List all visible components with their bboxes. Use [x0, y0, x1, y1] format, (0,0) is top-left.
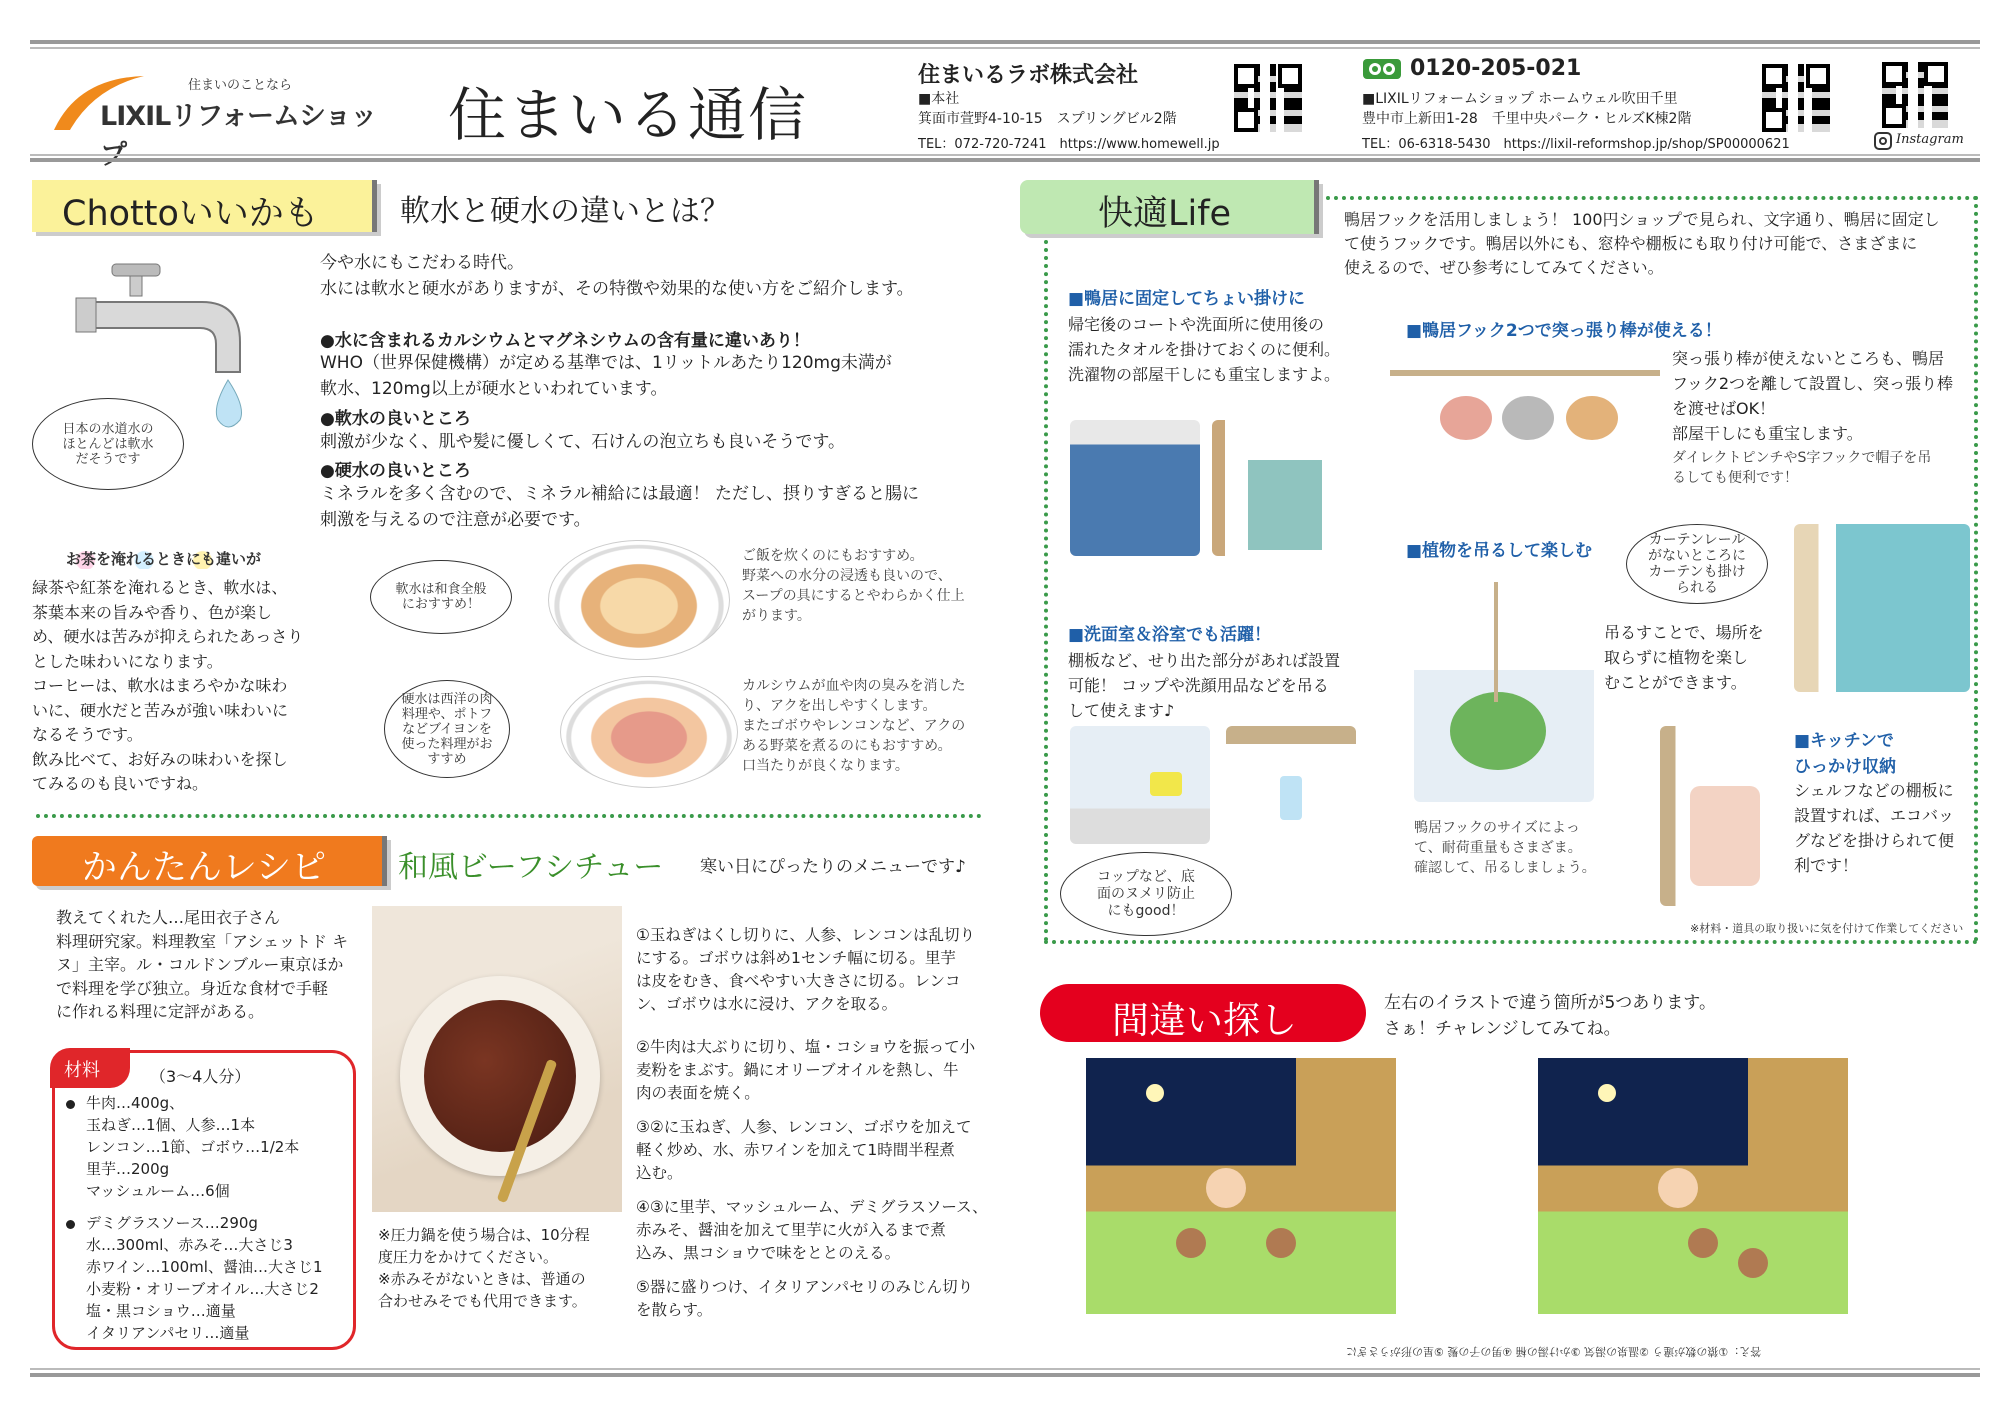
- chotto-label-text: Chottoいいかも: [62, 194, 319, 234]
- recipe-subtitle: 寒い日にぴったりのメニューです♪: [700, 857, 966, 877]
- kitchen-illustration: [1660, 726, 1790, 906]
- bullet-icon: [66, 1100, 75, 1109]
- recipe-step-2: ②牛肉は大ぶりに切り、塩・コショウを振って小 麦粉をまぶす。鍋にオリーブオイルを熱し、牛 肉の表面を焼く。: [636, 1038, 976, 1102]
- recipe-step-4: ④③に里芋、マッシュルーム、デミグラスソース、 赤みそ、醤油を加えて里芋に火が入るまで煮 込み、黒コショウで味をととのえる。: [636, 1198, 988, 1262]
- tension-rod-hats-illustration: [1390, 352, 1660, 468]
- chotto-label: [32, 180, 377, 232]
- freedial-icon: [1362, 58, 1402, 80]
- onsen-illustration-right: [1538, 1058, 1848, 1314]
- kaiteki-border-right: [1974, 196, 1978, 942]
- s4-text: 棚板など、せり出た部分があれば設置 可能！ コップや洗顔用品などを吊る して使えます♪: [1068, 651, 1341, 720]
- kaiteki-border-bottom: [1044, 940, 1978, 944]
- logo-text: LIXILリフォームショッ: [100, 101, 377, 132]
- footer-rule-thin: [30, 1368, 1980, 1370]
- ingredients-list-1: 牛肉…400g、 玉ねぎ…1個、人参…1本 レンコン…1節、ゴボウ…1/2本 里芋…200g マッシュルーム…6個: [86, 1094, 300, 1200]
- recipe-step-3: ③②に玉ねぎ、人参、レンコン、ゴボウを加えて 軽く炒め、水、赤ワインを加えて1時間半程煮 込む。: [636, 1118, 972, 1182]
- s1-text: 帰宅後のコートや洗面所に使用後の 濡れたタオルを掛けておくのに便利。 洗濯物の部屋干しにも重宝しますよ。: [1068, 315, 1341, 384]
- s4-title: ■洗面室＆浴室でも活躍！: [1068, 625, 1272, 645]
- servings: （3～4人分）: [150, 1067, 251, 1086]
- s5-text: シェルフなどの棚板に 設置すれば、エコバッ グなどを掛けられて便 利です！: [1794, 781, 1955, 875]
- instagram-icon: [1874, 132, 1892, 150]
- recipe-label-text: かんたんレシピ: [82, 848, 327, 888]
- machigai-label-text: 間違い探し: [1112, 999, 1297, 1042]
- kaiteki-intro: 鴨居フックを活用しましょう！ 100円ショップで見られ、文字通り、鴨居に固定し て使うフックです。鴨居以外にも、窓枠や棚板にも取り付け可能で、さまざまに 使えるので、ぜひ参考にしてみてください。: [1344, 210, 1940, 277]
- page-title: 住まいる通信: [448, 81, 809, 149]
- tea-text: 緑茶や紅茶を淹れるとき、軟水は、 茶葉本来の旨みや香り、色が楽し め、硬水は苦みが抑えられたあっさり とした味わいになります。 コーヒーは、軟水はまろやかな味わ いに、硬水だと苦みが強い味わいに なるそうです。 飲み比べて、お好みの味わいを探し てみるのも良いですね。: [32, 578, 304, 793]
- kaiteki-border-left: [1044, 232, 1048, 942]
- curtain-bubble: カーテンレール がないところに カーテンも掛け られる: [1626, 524, 1768, 604]
- recipe-step-1: ①玉ねぎはくし切りに、人参、レンコンは乱切り にする。ゴボウは斜め1センチ幅に切る。里芋 は皮をむき、食べやすい大きさに切る。レンコ ン、ゴボウは水に浸け、アクを取る。: [636, 926, 976, 1013]
- chotto-p2: 刺激が少なく、肌や髪に優しくて、石けんの泡立ちも良いそうです。: [320, 432, 845, 452]
- curtain-illustration: [1794, 524, 1970, 692]
- tap-water-bubble: 日本の水道水の ほとんどは軟水 だそうです: [32, 398, 184, 490]
- s2-title: ■鴨居フック2つで突っ張り棒が使える！: [1406, 321, 1722, 341]
- recipe-label: [32, 836, 387, 886]
- chotto-p1: WHO（世界保健機構）が定める基準では、1リットルあたり120mg未満が 軟水、120mg以上が硬水といわれています。: [320, 353, 892, 399]
- chotto-h2: ●軟水の良いところ: [320, 409, 471, 429]
- s4-note: 鴨居フックのサイズによっ て、耐荷重量もさまざま。 確認して、吊るしましょう。: [1414, 820, 1596, 876]
- chotto-intro: 今や水にもこだわる時代。 水には軟水と硬水がありますが、その特徴や効果的な使い方をご紹介します。: [320, 253, 914, 299]
- shop-name: ■LIXILリフォームショップ ホームウェル吹田千里: [1362, 91, 1678, 107]
- shop-tel: TEL：06-6318-5430 https://lixil-reformshop.jp/shop/SP00000621: [1362, 137, 1790, 152]
- s2-text: 突っ張り棒が使えないところも、鴨居 フック2つを離して設置し、突っ張り棒 を渡せばOK！ 部屋干しにも重宝します。: [1672, 349, 1954, 443]
- tea-title: お茶を淹れるときにも違いが: [66, 550, 262, 568]
- freedial-number[interactable]: 0120-205-021: [1410, 56, 1582, 81]
- header-bottom-rule: [30, 158, 1980, 162]
- recipe-step-5: ⑤器に盛りつけ、イタリアンパセリのみじん切り を散らす。: [636, 1278, 974, 1319]
- chotto-p3: ミネラルを多く含むので、ミネラル補給には最適！ ただし、摂りすぎると腸に 刺激を与えるので注意が必要です。: [320, 484, 920, 530]
- kaiteki-caution: ※材料・道具の取り扱いに気を付けて作業してください: [1690, 922, 1964, 935]
- instagram-qr-code[interactable]: [1882, 62, 1948, 128]
- hq-tel: TEL：072-720-7241 https://www.homewell.jp: [918, 137, 1220, 152]
- japanese-food-illustration: [548, 540, 730, 660]
- kaiteki-label-text: 快適Life: [1098, 194, 1232, 234]
- header-top-rule: [30, 40, 1980, 44]
- shop-address: 豊中市上新田1-28 千里中央パーク・ヒルズK棟2階: [1362, 111, 1692, 127]
- machigai-text: 左右のイラストで違う箇所が5つあります。 さぁ！チャレンジしてみてね。: [1384, 993, 1716, 1039]
- coat-hanger-illustration: [1070, 420, 1200, 556]
- materials-label: [50, 1048, 130, 1088]
- header-top-rule-thin: [30, 47, 1980, 49]
- hq-address: 箕面市萱野4-10-15 スプリングビル2階: [918, 111, 1177, 127]
- header-bottom-rule-thin: [30, 154, 1980, 156]
- hq-qr-code[interactable]: [1234, 64, 1302, 132]
- soft-water-bubble: 軟水は和食全般 におすすめ！: [370, 560, 512, 634]
- machigai-answer: 答え：①猿の数が違う ②温泉の湯気 ③かけ湯の桶 ④男の子の髪 ⑤星の形がうさぎに: [1346, 1345, 1762, 1358]
- hanging-plant-illustration: [1414, 582, 1594, 802]
- chotto-title: 軟水と硬水の違いとは？: [400, 194, 730, 229]
- bullet-icon: [66, 1220, 75, 1229]
- cup-bubble: コップなど、底 面のヌメリ防止 にもgood！: [1060, 852, 1232, 936]
- ingredients-list-2: デミグラスソース…290g 水…300ml、赤みそ…大さじ3 赤ワイン…100ml、醤油…大さじ1 小麦粉・オリーブオイル…大さじ2 塩・黒コショウ…適量 イタリアンパセリ…適量: [86, 1214, 323, 1342]
- materials-label-text: 材料: [64, 1060, 100, 1081]
- company-name: 住まいるラボ株式会社: [918, 63, 1139, 88]
- bathroom-illustration: [1226, 726, 1356, 906]
- western-food-illustration: [560, 676, 738, 788]
- washroom-illustration: [1070, 726, 1210, 844]
- towel-hanger-illustration: [1212, 420, 1342, 556]
- beef-stew-photo: [372, 906, 622, 1212]
- machigai-label: [1040, 984, 1366, 1042]
- recipe-author: 教えてくれた人…尾田衣子さん 料理研究家。料理教室「アシェットド キ ヌ」主宰。ル・コルドンブルー東京ほか で料理を学び独立。身近な食材で手軽 に作れる料理に定評がある。: [56, 908, 349, 1021]
- kaiteki-label: [1020, 180, 1319, 234]
- instagram-label: Instagram: [1896, 132, 1964, 147]
- soft-water-text: ご飯を炊くのにもおすすめ。 野菜への水分の浸透も良いので、 スープの具にするとやわらかく仕上 がります。: [742, 548, 965, 624]
- s1-title: ■鴨居に固定してちょい掛けに: [1068, 289, 1306, 309]
- s5-title: ■キッチンで ひっかけ収納: [1794, 731, 1896, 777]
- logo-tagline: 住まいのことなら: [188, 78, 293, 93]
- footer-rule: [30, 1373, 1980, 1377]
- hard-water-text: カルシウムが血や肉の臭みを消した り、アクを出しやすくします。 またゴボウやレンコンなど、アクの ある野菜を煮るのにもおすすめ。 口当たりが良くなります。: [742, 678, 966, 774]
- chotto-h1: ●水に含まれるカルシウムとマグネシウムの含有量に違いあり！: [320, 331, 810, 351]
- s2-note: ダイレクトピンチやS字フックで帽子を吊 るしても便利です！: [1672, 450, 1932, 486]
- s3-text: 吊るすことで、場所を 取らずに植物を楽し むことができます。: [1604, 623, 1764, 692]
- left-dotted-divider: [36, 814, 982, 818]
- s3-title: ■植物を吊るして楽しむ: [1406, 541, 1593, 561]
- onsen-illustration-left: [1086, 1058, 1396, 1314]
- logo: [48, 66, 398, 136]
- kaiteki-border-top: [1318, 196, 1978, 200]
- hard-water-bubble: 硬水は西洋の肉 料理や、ポトフ などブイヨンを 使った料理がお すすめ: [384, 680, 510, 778]
- chotto-h3: ●硬水の良いところ: [320, 461, 471, 481]
- hq-label: ■本社: [918, 91, 960, 107]
- shop-qr-code[interactable]: [1762, 64, 1830, 132]
- recipe-title: 和風ビーフシチュー: [398, 850, 664, 885]
- recipe-note: ※圧力鍋を使う場合は、10分程 度圧力をかけてください。 ※赤みそがないときは、普通の 合わせみそでも代用できます。: [378, 1226, 590, 1310]
